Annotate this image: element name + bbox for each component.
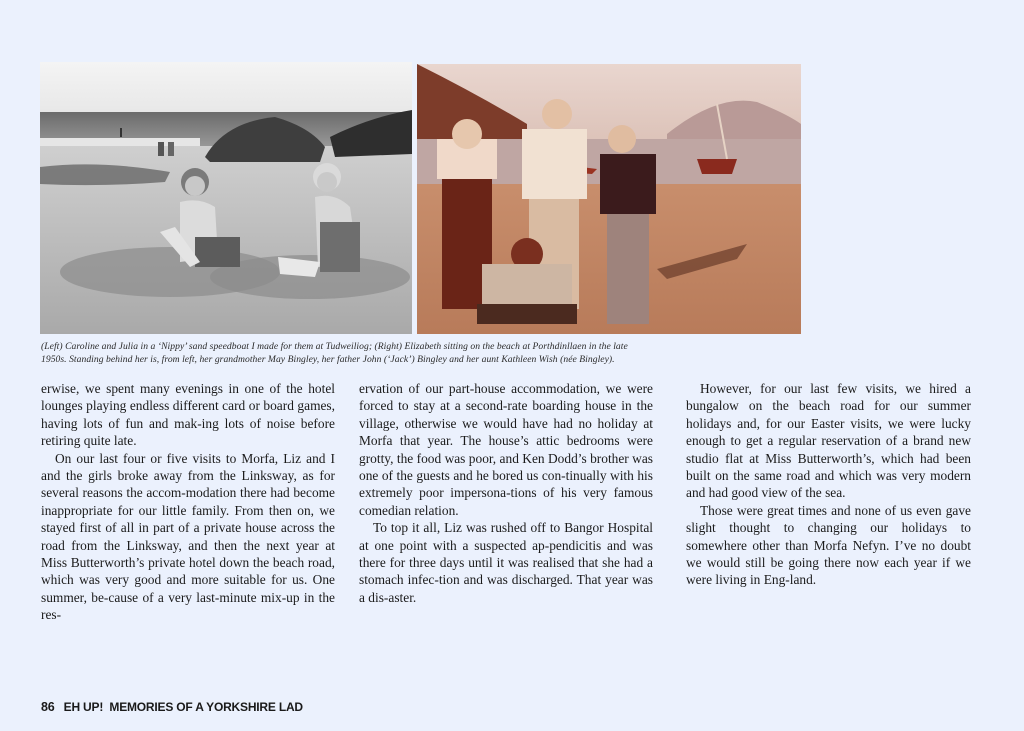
paragraph: erwise, we spent many evenings in one of the hotel lounges playing endless different card or board games, having lots of fun and mak-ing lots of noise before retiring quite late.	[41, 381, 335, 449]
page-footer	[41, 700, 303, 714]
photo-caption	[41, 340, 811, 366]
text-column-3	[686, 380, 971, 589]
paragraph: ervation of our part-house accommodation, we were forced to stay at a second-rate boarding house in the village, otherwise we would have had no holiday at Morfa that year. The house’s attic bedrooms were grotty, the food was poor, and Ken Dodd’s brother was one of the guests and he bored us con-tinually with his extremely poor impersona-tions of his very famous comedian relation.	[359, 381, 653, 518]
text-column-1	[41, 380, 335, 624]
paragraph: Those were great times and none of us even gave slight thought to changing our holidays to somewhere other than Morfa Nefyn. I’ve no doubt we would still be going there now each year if we were living in Eng-land.	[686, 502, 971, 588]
caption-line-2: 1950s. Standing behind her is, from left, her grandmother May Bingley, her father John (‘Jack’) Bingley and her aunt Kathleen Wish (née Bingley).	[41, 354, 615, 365]
paragraph: On our last four or five visits to Morfa, Liz and I and the girls broke away from the Linksway, as for several reasons the accom-modation there had become inappropriate for our little family. From then on, we stayed first of all in part of a private house across the road from the Linksway, and then the next year at Miss Butterworth’s private hotel down the beach road, which was very good and more suitable for us. One summer, be-cause of a very last-minute mix-up in the res-	[41, 450, 335, 623]
beach-photo-bw	[40, 62, 412, 334]
paragraph: To top it all, Liz was rushed off to Bangor Hospital at one point with a suspected ap-pendicitis and was there for three days until it was realised that she had a stomach infec-tion and was discharged. That year was a dis-aster.	[359, 520, 653, 605]
photo-children-sandboat	[40, 62, 412, 334]
running-title: EH UP! MEMORIES OF A YORKSHIRE LAD	[63, 700, 303, 714]
page-number: 86	[41, 700, 55, 714]
caption-line-1: (Left) Caroline and Julia in a ‘Nippy’ sand speedboat I made for them at Tudweiliog; (Right) Elizabeth sitting on the beach at Porthdinllaen in the late	[41, 341, 628, 352]
paragraph: However, for our last few visits, we hired a bungalow on the beach road for our summer holidays and, for our Easter visits, we were lucky enough to get a regular reservation of a brand new studio flat at Miss Butterworth’s, which had been built on the same road and which was very modern and had good view of the sea.	[686, 381, 971, 501]
photo-family-porthdinllaen	[417, 64, 801, 334]
text-column-2	[359, 380, 653, 606]
beach-photo-sepia	[417, 64, 801, 334]
